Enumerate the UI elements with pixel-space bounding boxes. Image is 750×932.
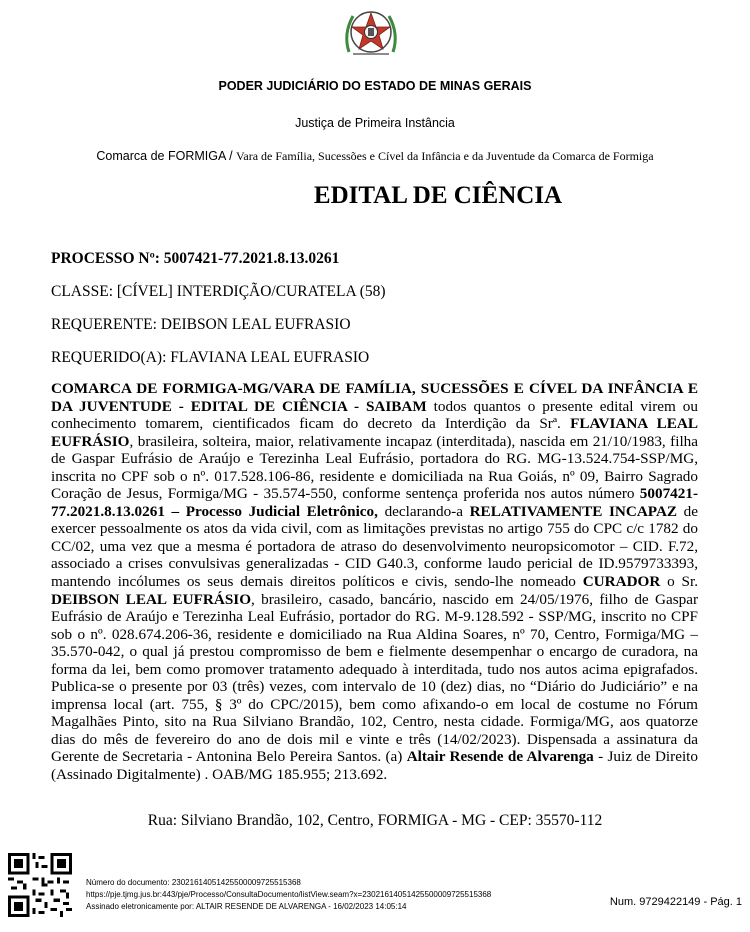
comarca-line: [0, 149, 750, 164]
footer-doc-number: Número do documento: 23021614051425500009725515368: [86, 878, 301, 887]
process-requerido: REQUERIDO(A): FLAVIANA LEAL EUFRASIO: [51, 349, 370, 366]
body-text: , brasileiro, casado, bancário, nascido em 24/05/1976, filho de Gaspar Eufrásio de Araújo e Terezinha Leal Eufrásio, portador do RG. M-9.128.592 - SSP/MG, inscrito no CPF sob o nº. 028.674.206-36, residente e domiciliado na Rua Aldina Soares, nº 70, Centro, Formiga/MG – 35.570-042, o qual já prestou compromisso de bem e fielmente desempenhar o encargo de curadora, na forma da lei, bem como promover tratamento adequado à interditada, tudo nos autos acima epigrafados. Publica-se o presente por 03 (três) vezes, com intervalo de 10 (dez) dias, no “Diário do Judiciário” e na imprensa local (art. 755, § 3º do CPC/2015), bem como afixando-o em local de costume no Fórum Magalhães Pinto, sito na Rua Silviano Brandão, 102, Centro, nesta cidade. Formiga/MG, aos quatorze dias do mês de fevereiro do ano de dois mil e vinte e três (14/02/2023). Dispensada a assinatura da Gerente de Secretaria - Antonina Belo Pereira Santos. (a): [51, 590, 698, 766]
curator-label: CURADOR: [582, 573, 661, 591]
process-reference: 5007421-77.2021.8.13.0261 – Processo Judicial Eletrônico,: [51, 485, 698, 520]
body-text: - Juiz de Direito (Assinado Digitalmente) . OAB/MG 185.955; 213.692.: [51, 748, 698, 784]
instance-name: Justiça de Primeira Instância: [295, 116, 455, 130]
interdicted-name: FLAVIANA LEAL EUFRÁSIO: [51, 415, 699, 450]
curator-name: DEIBSON LEAL EUFRÁSIO: [51, 590, 252, 608]
body-text: , brasileira, solteira, maior, relativamente incapaz (interditada), nascida em 21/10/1983, filha de Gaspar Eufrásio de Araújo e Terezinha Leal Eufrásio, portadora do RG. MG-13.524.754-SSP/MG, inscrita no CPF sob o nº. 017.528.106-86, residente e domiciliada na Rua Goiás, nº 09, Bairro Sagrado Coração de Jesus, Formiga/MG - 35.574-550, conforme sentença proferida nos autos número: [51, 432, 698, 503]
process-class: CLASSE: [CÍVEL] INTERDIÇÃO/CURATELA (58): [51, 283, 386, 300]
judge-name: Altair Resende de Alvarenga: [406, 748, 594, 766]
vara-name: Vara de Família, Sucessões e Cível da Infância e da Juventude da Comarca de Formiga: [236, 149, 654, 163]
footer-url[interactable]: https://pje.tjmg.jus.br:443/pje/Processo/ConsultaDocumento/listView.seam?x=23021614051425500009725515368: [86, 890, 492, 899]
edict-body: [51, 380, 698, 784]
court-address: Rua: Silviano Brandão, 102, Centro, FORMIGA - MG - CEP: 35570-112: [147, 812, 603, 829]
process-requerente: REQUERENTE: DEIBSON LEAL EUFRASIO: [51, 316, 351, 333]
page-number: Num. 9729422149 - Pág. 1: [609, 896, 742, 908]
body-text: declarando-a: [377, 502, 470, 520]
body-header: COMARCA DE FORMIGA-MG/VARA DE FAMÍLIA, SUCESSÕES E CÍVEL DA INFÂNCIA E DA JUVENTUDE - EDITAL DE CIÊNCIA - SAIBAM: [51, 380, 698, 415]
document-title: EDITAL DE CIÊNCIA: [313, 182, 563, 209]
footer-signature: Assinado eletronicamente por: ALTAIR RESENDE DE ALVARENGA - 16/02/2023 14:05:14: [86, 902, 407, 911]
court-name: PODER JUDICIÁRIO DO ESTADO DE MINAS GERAIS: [218, 79, 532, 93]
qr-code: [8, 853, 72, 917]
incapacity-status: RELATIVAMENTE INCAPAZ: [469, 502, 678, 520]
body-text: o Sr.: [660, 573, 699, 591]
process-number: PROCESSO Nº: 5007421-77.2021.8.13.0261: [51, 250, 340, 267]
body-text: de exercer pessoalmente os atos da vida civil, com as limitações previstas no artigo 755 do CPC c/c 1782 do CC/02, uma vez que a mesma é portadora de atraso do desenvolvimento neuropsicomotor – CID. F.72, associado a crises convulsivas generalizadas - CID G40.3, conforme laudo pericial de ID.9579733393, mantendo incólumes os seus demais direitos políticos e civis, sendo-lhe nomeado: [51, 502, 698, 591]
comarca-name: Comarca de FORMIGA /: [96, 149, 233, 163]
coat-of-arms-seal: [341, 4, 401, 60]
body-text: todos quantos o presente edital virem ou conhecimento tomarem, cientificados ficam do decreto da Interdição da Srª.: [51, 397, 698, 433]
